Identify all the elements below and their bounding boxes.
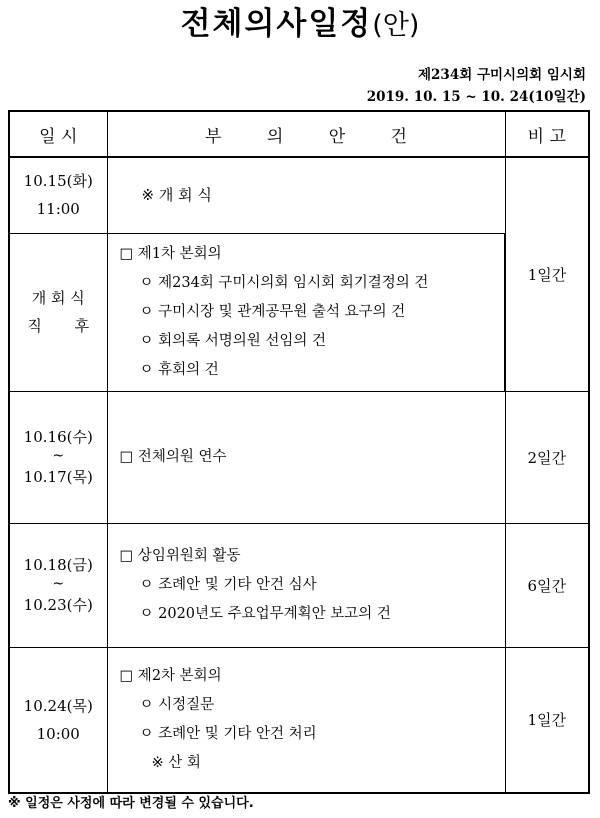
- table-header-row: [9, 111, 589, 157]
- header-note: 비 고: [505, 111, 589, 157]
- time-line: 직 후: [27, 317, 90, 335]
- table-row: [9, 157, 589, 233]
- agenda-heading: □ 상임위원회 활동: [119, 547, 241, 564]
- agenda-item: ㅇ 제234회 구미시의회 임시회 회기결정의 건: [139, 274, 429, 291]
- table-row: [9, 391, 589, 523]
- title-suffix: (안): [372, 10, 420, 41]
- session-period: 2019. 10. 15 ~ 10. 24(10일간): [366, 89, 586, 105]
- agenda-item: ※ 산 회: [151, 754, 201, 771]
- header-agenda: 부 의 안 건: [107, 111, 505, 157]
- agenda-cell: [107, 523, 505, 647]
- agenda-item: ※ 개 회 식: [141, 185, 212, 204]
- page-title: [0, 2, 600, 46]
- schedule-table: [8, 110, 590, 794]
- date-cell: [9, 233, 107, 391]
- agenda-item: ㅇ 조례안 및 기타 안건 심사: [139, 576, 317, 593]
- agenda-cell: [107, 647, 505, 793]
- date-cell: [9, 391, 107, 523]
- note-cell: 6일간: [505, 523, 589, 647]
- table-row: [9, 647, 589, 793]
- table-row: [9, 233, 589, 391]
- date-line: 10.16(수): [23, 428, 93, 446]
- date-line: 10.17(목): [23, 468, 93, 486]
- time-line: 11:00: [36, 200, 80, 219]
- note-cell: 2일간: [505, 391, 589, 523]
- agenda-heading: □ 전체의원 연수: [119, 448, 227, 465]
- date-cell: [9, 523, 107, 647]
- agenda-cell: [107, 233, 505, 391]
- date-line: 10.24(목): [23, 696, 93, 715]
- agenda-item: ㅇ 시정질문: [139, 696, 215, 713]
- date-line: 10.15(화): [23, 172, 93, 191]
- date-range-tilde: ~: [52, 576, 65, 592]
- agenda-item: ㅇ 회의록 서명의원 선임의 건: [139, 332, 327, 349]
- table-row: [9, 523, 589, 647]
- agenda-item: ㅇ 휴회의 건: [139, 361, 219, 378]
- session-info: [367, 64, 586, 108]
- date-line: 10.18(금): [23, 556, 93, 574]
- date-range-tilde: ~: [52, 448, 65, 464]
- agenda-item: ㅇ 조례안 및 기타 안건 처리: [139, 725, 317, 742]
- date-cell: [9, 647, 107, 793]
- agenda-item: ㅇ 2020년도 주요업무계획안 보고의 건: [139, 605, 391, 622]
- date-line: 10.23(수): [23, 596, 93, 614]
- note-cell: 1일간: [505, 157, 589, 391]
- agenda-cell: [107, 157, 505, 233]
- date-line: 개 회 식: [31, 289, 85, 307]
- note-cell: 1일간: [505, 647, 589, 793]
- time-line: 10:00: [36, 724, 80, 743]
- agenda-cell: [107, 391, 505, 523]
- agenda-item: ㅇ 구미시장 및 관계공무원 출석 요구의 건: [139, 303, 406, 320]
- date-cell: [9, 157, 107, 233]
- agenda-heading: □ 제1차 본회의: [119, 245, 222, 262]
- agenda-heading: □ 제2차 본회의: [119, 667, 222, 684]
- header-date: 일 시: [9, 111, 107, 157]
- session-name: 제234회 구미시의회 임시회: [418, 67, 586, 83]
- title-main: 전체의사일정: [180, 6, 373, 42]
- schedule-change-footnote: ※ 일정은 사정에 따라 변경될 수 있습니다.: [8, 796, 254, 811]
